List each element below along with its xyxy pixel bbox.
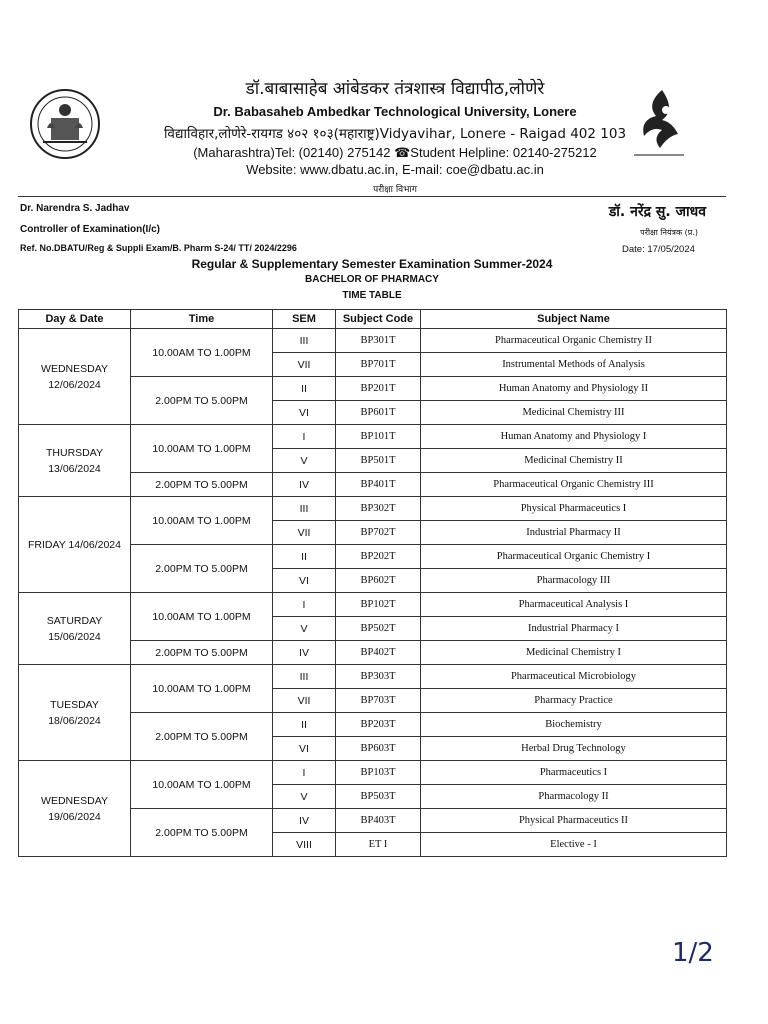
exam-date: 15/06/2024 [48, 630, 101, 643]
subject-name-cell: Medicinal Chemistry III [421, 401, 727, 425]
subject-code-cell: ET I [336, 833, 421, 857]
day-name: WEDNESDAY [41, 794, 108, 807]
subject-code-cell: BP703T [336, 689, 421, 713]
table-row [19, 761, 727, 785]
university-name-english: Dr. Babasaheb Ambedkar Technological University, Lonere [213, 104, 577, 119]
official-designation-hindi: परीक्षा नियंत्रक (प्र.) [640, 228, 698, 237]
sem-cell: VII [273, 521, 336, 545]
day-date-cell [19, 593, 131, 665]
sem-cell: I [273, 761, 336, 785]
time-slot-cell: 10.00AM TO 1.00PM [131, 425, 273, 473]
day-name: TUESDAY [50, 698, 99, 711]
subject-name-cell: Human Anatomy and Physiology I [421, 425, 727, 449]
subject-code-cell: BP502T [336, 617, 421, 641]
subject-code-cell: BP101T [336, 425, 421, 449]
subject-code-cell: BP601T [336, 401, 421, 425]
subject-name-cell: Instrumental Methods of Analysis [421, 353, 727, 377]
timetable-title: TIME TABLE [342, 290, 402, 301]
sem-cell: III [273, 665, 336, 689]
column-header: SEM [273, 310, 336, 329]
time-slot-cell: 2.00PM TO 5.00PM [131, 545, 273, 593]
sem-cell: I [273, 593, 336, 617]
subject-code-cell: BP602T [336, 569, 421, 593]
exam-date: 13/06/2024 [48, 462, 101, 475]
day-date-cell [19, 497, 131, 593]
header-divider [18, 196, 726, 197]
subject-code-cell: BP603T [336, 737, 421, 761]
column-header: Time [131, 310, 273, 329]
day-name: FRIDAY 14/06/2024 [27, 538, 121, 551]
sem-cell: IV [273, 809, 336, 833]
time-slot-cell: 10.00AM TO 1.00PM [131, 593, 273, 641]
table-header-row [19, 310, 727, 329]
time-slot-cell: 2.00PM TO 5.00PM [131, 713, 273, 761]
subject-name-cell: Pharmaceutical Analysis I [421, 593, 727, 617]
exam-date: 12/06/2024 [48, 378, 101, 391]
sem-cell: I [273, 425, 336, 449]
sem-cell: VI [273, 737, 336, 761]
day-date-cell [19, 665, 131, 761]
subject-name-cell: Industrial Pharmacy II [421, 521, 727, 545]
subject-name-cell: Pharmaceutics I [421, 761, 727, 785]
document-date: Date: 17/05/2024 [622, 244, 695, 255]
sem-cell: VIII [273, 833, 336, 857]
subject-name-cell: Pharmaceutical Organic Chemistry I [421, 545, 727, 569]
time-slot-cell: 10.00AM TO 1.00PM [131, 665, 273, 713]
subject-name-cell: Pharmaceutical Organic Chemistry II [421, 329, 727, 353]
table-row [19, 593, 727, 617]
sem-cell: VII [273, 689, 336, 713]
subject-name-cell: Industrial Pharmacy I [421, 617, 727, 641]
subject-code-cell: BP301T [336, 329, 421, 353]
subject-code-cell: BP701T [336, 353, 421, 377]
table-row [19, 497, 727, 521]
exam-title: Regular & Supplementary Semester Examination Summer-2024 [191, 257, 553, 271]
subject-code-cell: BP503T [336, 785, 421, 809]
official-name: Dr. Narendra S. Jadhav [20, 203, 130, 214]
day-name: SATURDAY [46, 614, 103, 627]
subject-name-cell: Physical Pharmaceutics II [421, 809, 727, 833]
page-number: 1/2 [672, 938, 714, 968]
address-line-2: (Maharashtra)Tel: (02140) 275142 ☎Student Helpline: 02140-275212 [193, 145, 597, 160]
time-slot-cell: 10.00AM TO 1.00PM [131, 329, 273, 377]
day-date-cell [19, 761, 131, 857]
reference-number: Ref. No.DBATU/Reg & Suppli Exam/B. Pharm S-24/ TT/ 2024/2296 [20, 243, 297, 253]
exam-date: 18/06/2024 [48, 714, 101, 727]
sem-cell: III [273, 329, 336, 353]
sem-cell: III [273, 497, 336, 521]
subject-code-cell: BP103T [336, 761, 421, 785]
subject-code-cell: BP702T [336, 521, 421, 545]
day-date-cell [19, 425, 131, 497]
time-slot-cell: 10.00AM TO 1.00PM [131, 761, 273, 809]
table-row [19, 329, 727, 353]
sem-cell: VI [273, 569, 336, 593]
sem-cell: VI [273, 401, 336, 425]
subject-name-cell: Pharmaceutical Organic Chemistry III [421, 473, 727, 497]
sem-cell: II [273, 545, 336, 569]
subject-name-cell: Medicinal Chemistry I [421, 641, 727, 665]
sem-cell: V [273, 785, 336, 809]
table-row [19, 425, 727, 449]
address-line-1: विद्याविहार,लोणेरे-रायगड ४०२ १०३(महाराष्ट्र)Vidyavihar, Lonere - Raigad 402 103 [163, 126, 627, 142]
program-title: BACHELOR OF PHARMACY [305, 274, 439, 285]
subject-code-cell: BP203T [336, 713, 421, 737]
day-name: THURSDAY [46, 446, 103, 459]
table-row [19, 665, 727, 689]
subject-name-cell: Human Anatomy and Physiology II [421, 377, 727, 401]
subject-name-cell: Medicinal Chemistry II [421, 449, 727, 473]
column-header: Day & Date [19, 310, 131, 329]
day-date-cell [19, 329, 131, 425]
time-slot-cell: 2.00PM TO 5.00PM [131, 473, 273, 497]
sem-cell: V [273, 617, 336, 641]
subject-code-cell: BP102T [336, 593, 421, 617]
day-name: WEDNESDAY [41, 362, 108, 375]
subject-name-cell: Pharmaceutical Microbiology [421, 665, 727, 689]
subject-code-cell: BP403T [336, 809, 421, 833]
official-name-hindi: डॉ. नरेंद्र सु. जाधव [608, 204, 706, 220]
sem-cell: II [273, 713, 336, 737]
column-header: Subject Name [421, 310, 727, 329]
subject-name-cell: Pharmacology III [421, 569, 727, 593]
website-line: Website: www.dbatu.ac.in, E-mail: coe@dbatu.ac.in [246, 162, 544, 177]
time-slot-cell: 2.00PM TO 5.00PM [131, 377, 273, 425]
subject-name-cell: Pharmacology II [421, 785, 727, 809]
subject-name-cell: Pharmacy Practice [421, 689, 727, 713]
exam-date: 19/06/2024 [48, 810, 101, 823]
sem-cell: V [273, 449, 336, 473]
subject-name-cell: Elective - I [421, 833, 727, 857]
department-hindi: परीक्षा विभाग [373, 185, 417, 195]
official-designation: Controller of Examination(I/c) [20, 224, 161, 235]
time-slot-cell: 2.00PM TO 5.00PM [131, 809, 273, 857]
subject-code-cell: BP201T [336, 377, 421, 401]
subject-name-cell: Herbal Drug Technology [421, 737, 727, 761]
subject-code-cell: BP202T [336, 545, 421, 569]
subject-code-cell: BP401T [336, 473, 421, 497]
sem-cell: IV [273, 473, 336, 497]
university-name-hindi: डॉ.बाबासाहेब आंबेडकर तंत्रशास्त्र विद्यापीठ,लोणेरे [245, 79, 545, 99]
sem-cell: II [273, 377, 336, 401]
subject-code-cell: BP402T [336, 641, 421, 665]
subject-code-cell: BP302T [336, 497, 421, 521]
sem-cell: IV [273, 641, 336, 665]
column-header: Subject Code [336, 310, 421, 329]
university-emblem-logo [29, 88, 101, 160]
subject-code-cell: BP501T [336, 449, 421, 473]
subject-name-cell: Physical Pharmaceutics I [421, 497, 727, 521]
sem-cell: VII [273, 353, 336, 377]
subject-code-cell: BP303T [336, 665, 421, 689]
subject-name-cell: Biochemistry [421, 713, 727, 737]
time-slot-cell: 10.00AM TO 1.00PM [131, 497, 273, 545]
time-slot-cell: 2.00PM TO 5.00PM [131, 641, 273, 665]
timetable [18, 309, 727, 857]
